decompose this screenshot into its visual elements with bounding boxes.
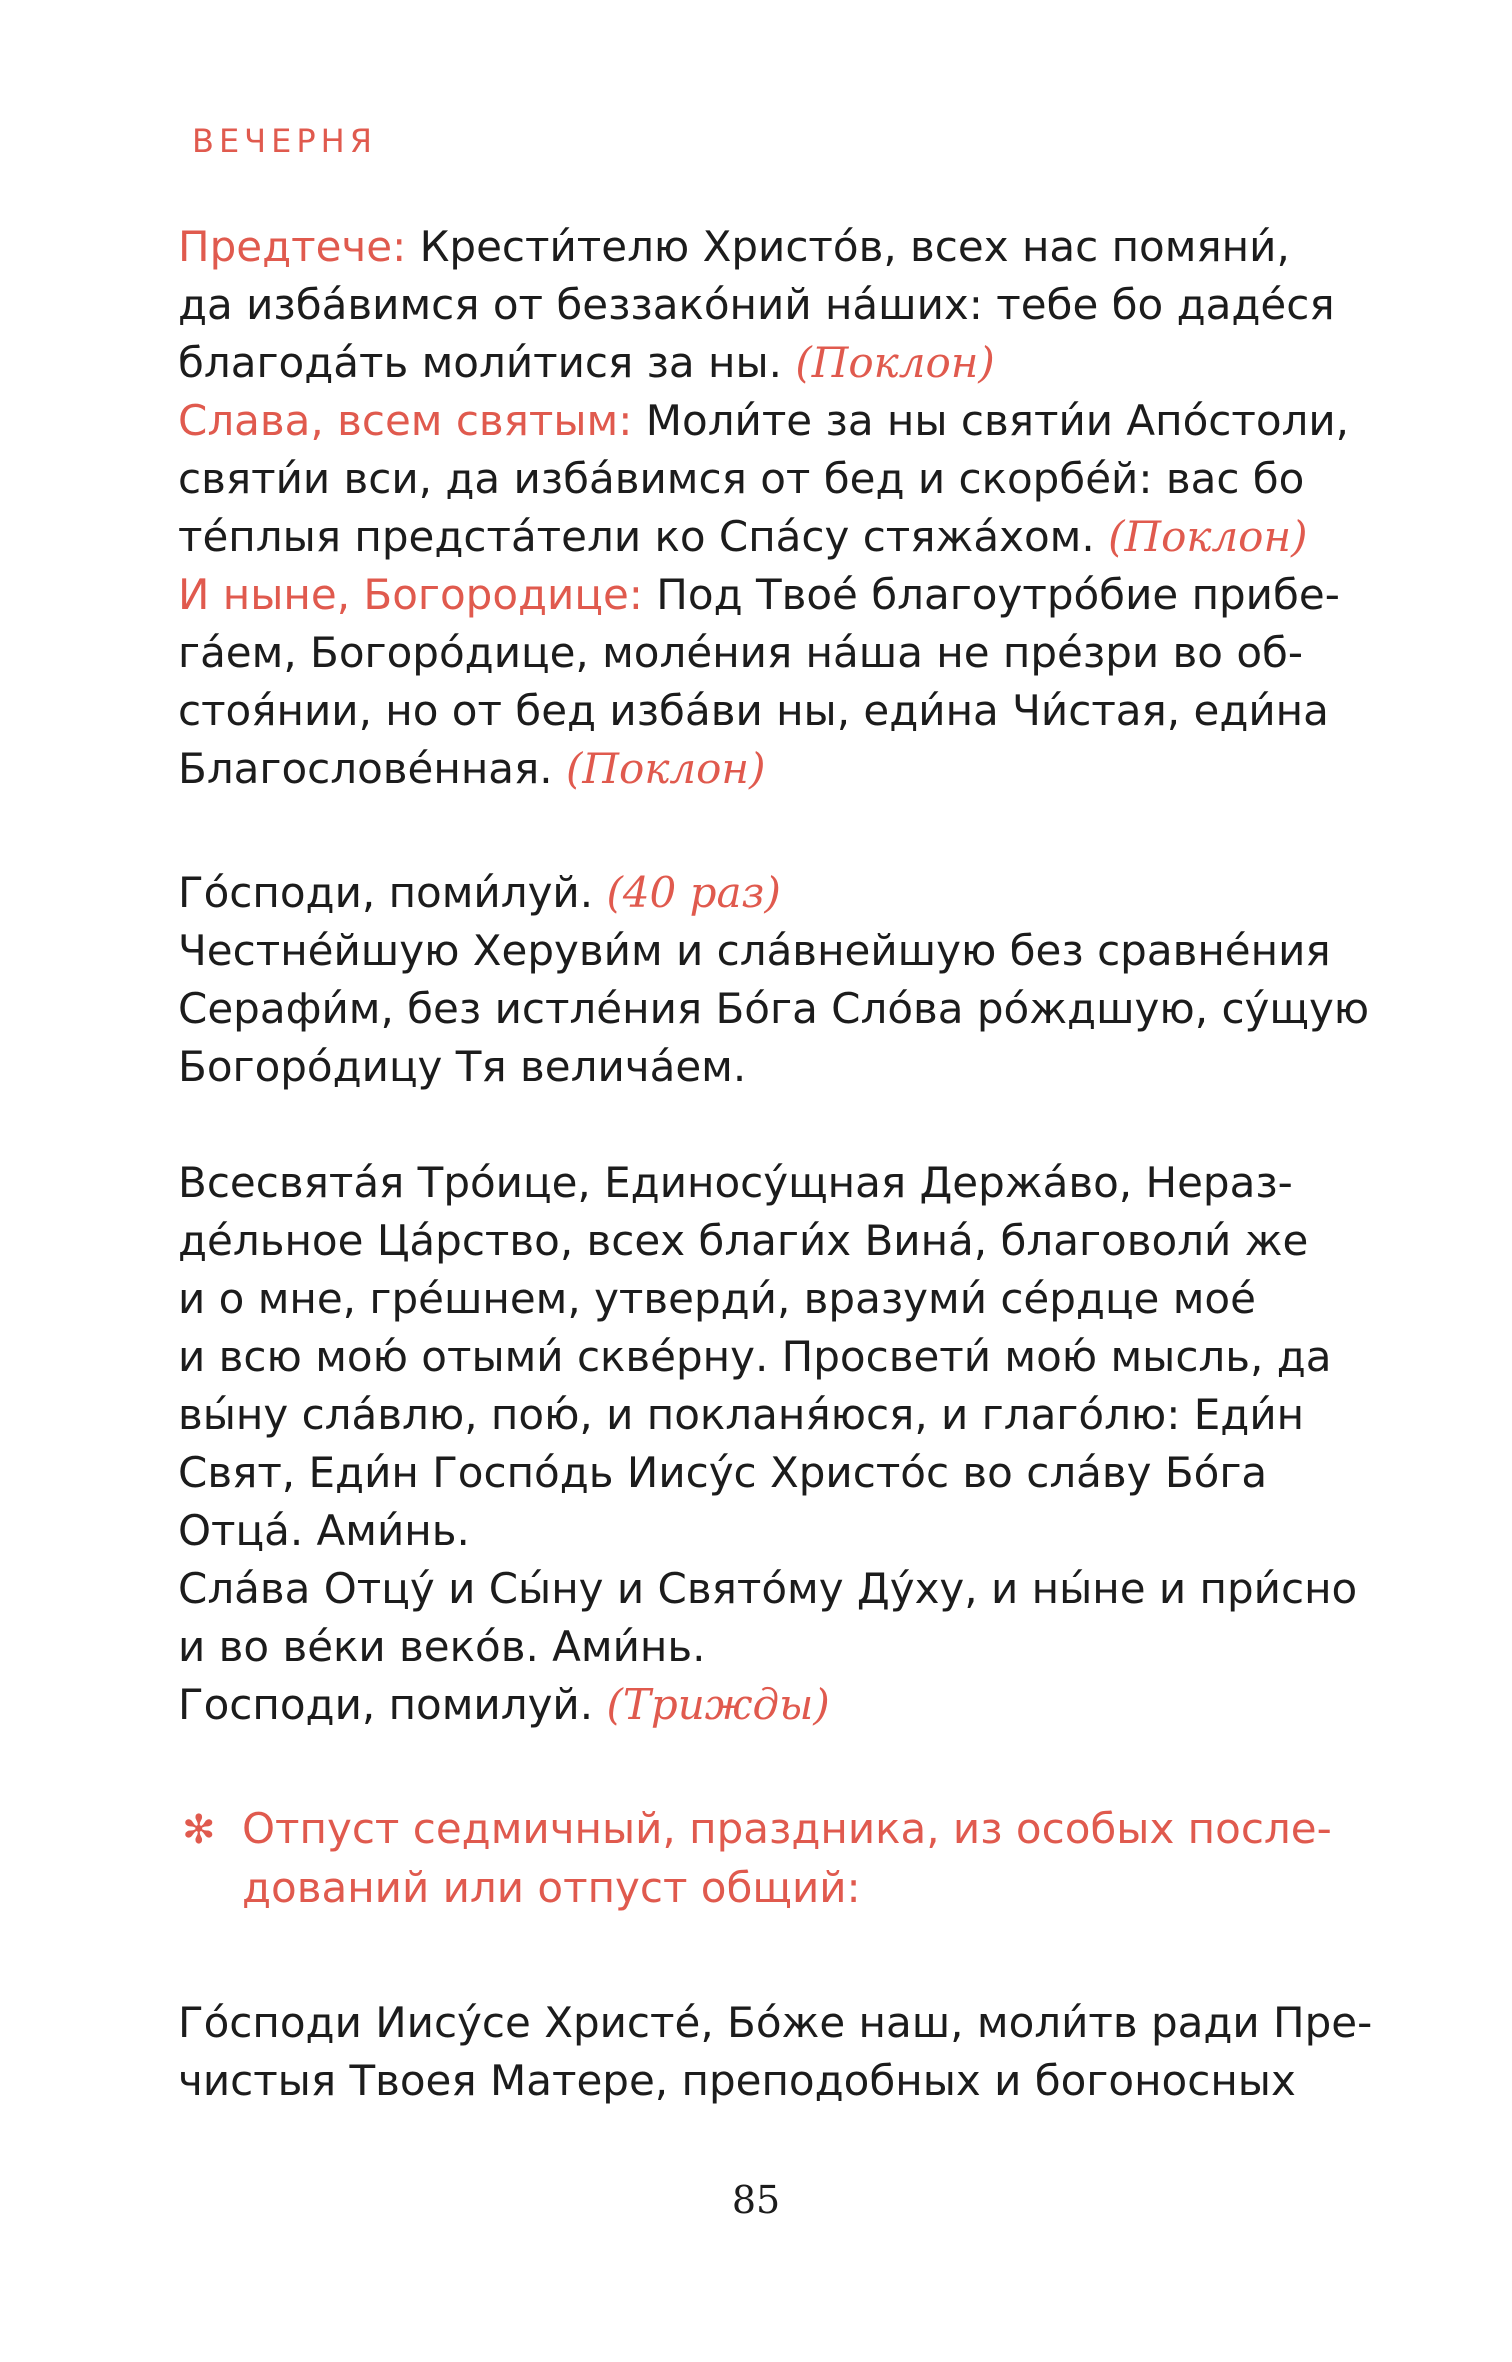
trinity-prayer-line: де́льное Ца́рство, всех благи́х Вина́, благоволи́ же (178, 1216, 1309, 1265)
invocation-line (178, 334, 1280, 392)
invocation-line (178, 508, 1308, 566)
invocation-line (178, 566, 1340, 624)
dismissal-block (178, 1994, 1373, 2110)
invocation-text: Моли́те за ны святи́и Апо́столи, (632, 396, 1350, 445)
bow-rubric: (Поклон) (1108, 512, 1308, 561)
dismissal-rubric-line (178, 1800, 1332, 1859)
kyrie-thrice-line (178, 1676, 1280, 1734)
kyrie-text: Го́споди, поми́луй. (178, 868, 607, 917)
invocation-line: стоя́нии, но от бед изба́ви ны, еди́на Чи́стая, еди́на (178, 686, 1329, 735)
theotokion-line: Богоро́дицу Тя велича́ем. (178, 1042, 747, 1091)
forty-times-rubric: (40 раз) (606, 868, 781, 917)
trinity-prayer-line: и всю мою́ отыми́ скве́рну. Просвети́ мою́ мысль, да (178, 1332, 1332, 1381)
trinity-prayer-line: Всесвята́я Тро́ице, Единосу́щная Держа́во, Нераз- (178, 1158, 1293, 1207)
theotokion-line: Серафи́м, без истле́ния Бо́га Сло́ва ро́ждшую, су́щую (178, 984, 1370, 1033)
theotokion-line: Честне́йшую Херуви́м и сла́внейшую без сравне́ния (178, 926, 1331, 975)
bow-rubric: (Поклон) (566, 744, 766, 793)
doxology-line: Сла́ва Отцу́ и Сы́ну и Свято́му Ду́ху, и ны́не и при́сно (178, 1564, 1358, 1613)
doxology-line: и во ве́ки веко́в. Ами́нь. (178, 1622, 706, 1671)
dismissal-rubric-text: дований или отпуст общий: (242, 1863, 861, 1912)
invocation-line: да изба́вимся от беззако́ний на́ших: тебе бо даде́ся (178, 280, 1335, 329)
invocation-text: те́плыя предста́тели ко Спа́су стяжа́хом. (178, 512, 1109, 561)
page-number: 85 (731, 2178, 781, 2222)
asterisk-icon: ✻ (182, 1807, 216, 1853)
kyrie-text: Господи, помилуй. (178, 1680, 607, 1729)
dismissal-rubric-text: Отпуст седмичный, праздника, из особых после- (242, 1804, 1332, 1853)
invocation-rubric: Предтече: (178, 222, 407, 271)
trinity-prayer-block (178, 1154, 1358, 1734)
invocation-line: святи́и вси, да изба́вимся от бед и скорбе́й: вас бо (178, 454, 1305, 503)
invocation-line (178, 392, 1350, 450)
invocation-text: благода́ть моли́тися за ны. (178, 338, 796, 387)
invocations-block (178, 218, 1350, 798)
kyrie-forty-line (178, 864, 1280, 922)
invocation-text: Благослове́нная. (178, 744, 567, 793)
dismissal-line: чистыя Твоея Матере, преподобных и богоносных (178, 2056, 1296, 2105)
trinity-prayer-line: вы́ну сла́влю, пою́, и покланя́юся, и глаго́лю: Еди́н (178, 1390, 1305, 1439)
dismissal-rubric (178, 1800, 1332, 1917)
thrice-rubric: (Трижды) (606, 1680, 830, 1729)
theotokion-block (178, 864, 1370, 1096)
invocation-line (178, 218, 1290, 276)
bow-rubric: (Поклон) (795, 338, 995, 387)
invocation-text: Под Твое́ благоутро́бие прибе- (642, 570, 1340, 619)
trinity-prayer-line: Свят, Еди́н Госпо́дь Иису́с Христо́с во сла́ву Бо́га (178, 1448, 1268, 1497)
dismissal-line: Го́споди Иису́се Христе́, Бо́же наш, моли́тв ради Пре- (178, 1998, 1373, 2047)
running-head: ВЕЧЕРНЯ (192, 122, 377, 160)
trinity-prayer-line: Отца́. Ами́нь. (178, 1506, 470, 1555)
invocation-line (178, 740, 1280, 798)
invocation-rubric: И ныне, Богородице: (178, 570, 643, 619)
dismissal-rubric-line (178, 1859, 1280, 1917)
trinity-prayer-line: и о мне, гре́шнем, утверди́, вразуми́ се́рдце мое́ (178, 1274, 1256, 1323)
invocation-rubric: Слава, всем святым: (178, 396, 633, 445)
invocation-line: га́ем, Богоро́дице, моле́ния на́ша не пре́зри во об- (178, 628, 1304, 677)
invocation-text: Крести́телю Христо́в, всех нас помяни́, (406, 222, 1290, 271)
